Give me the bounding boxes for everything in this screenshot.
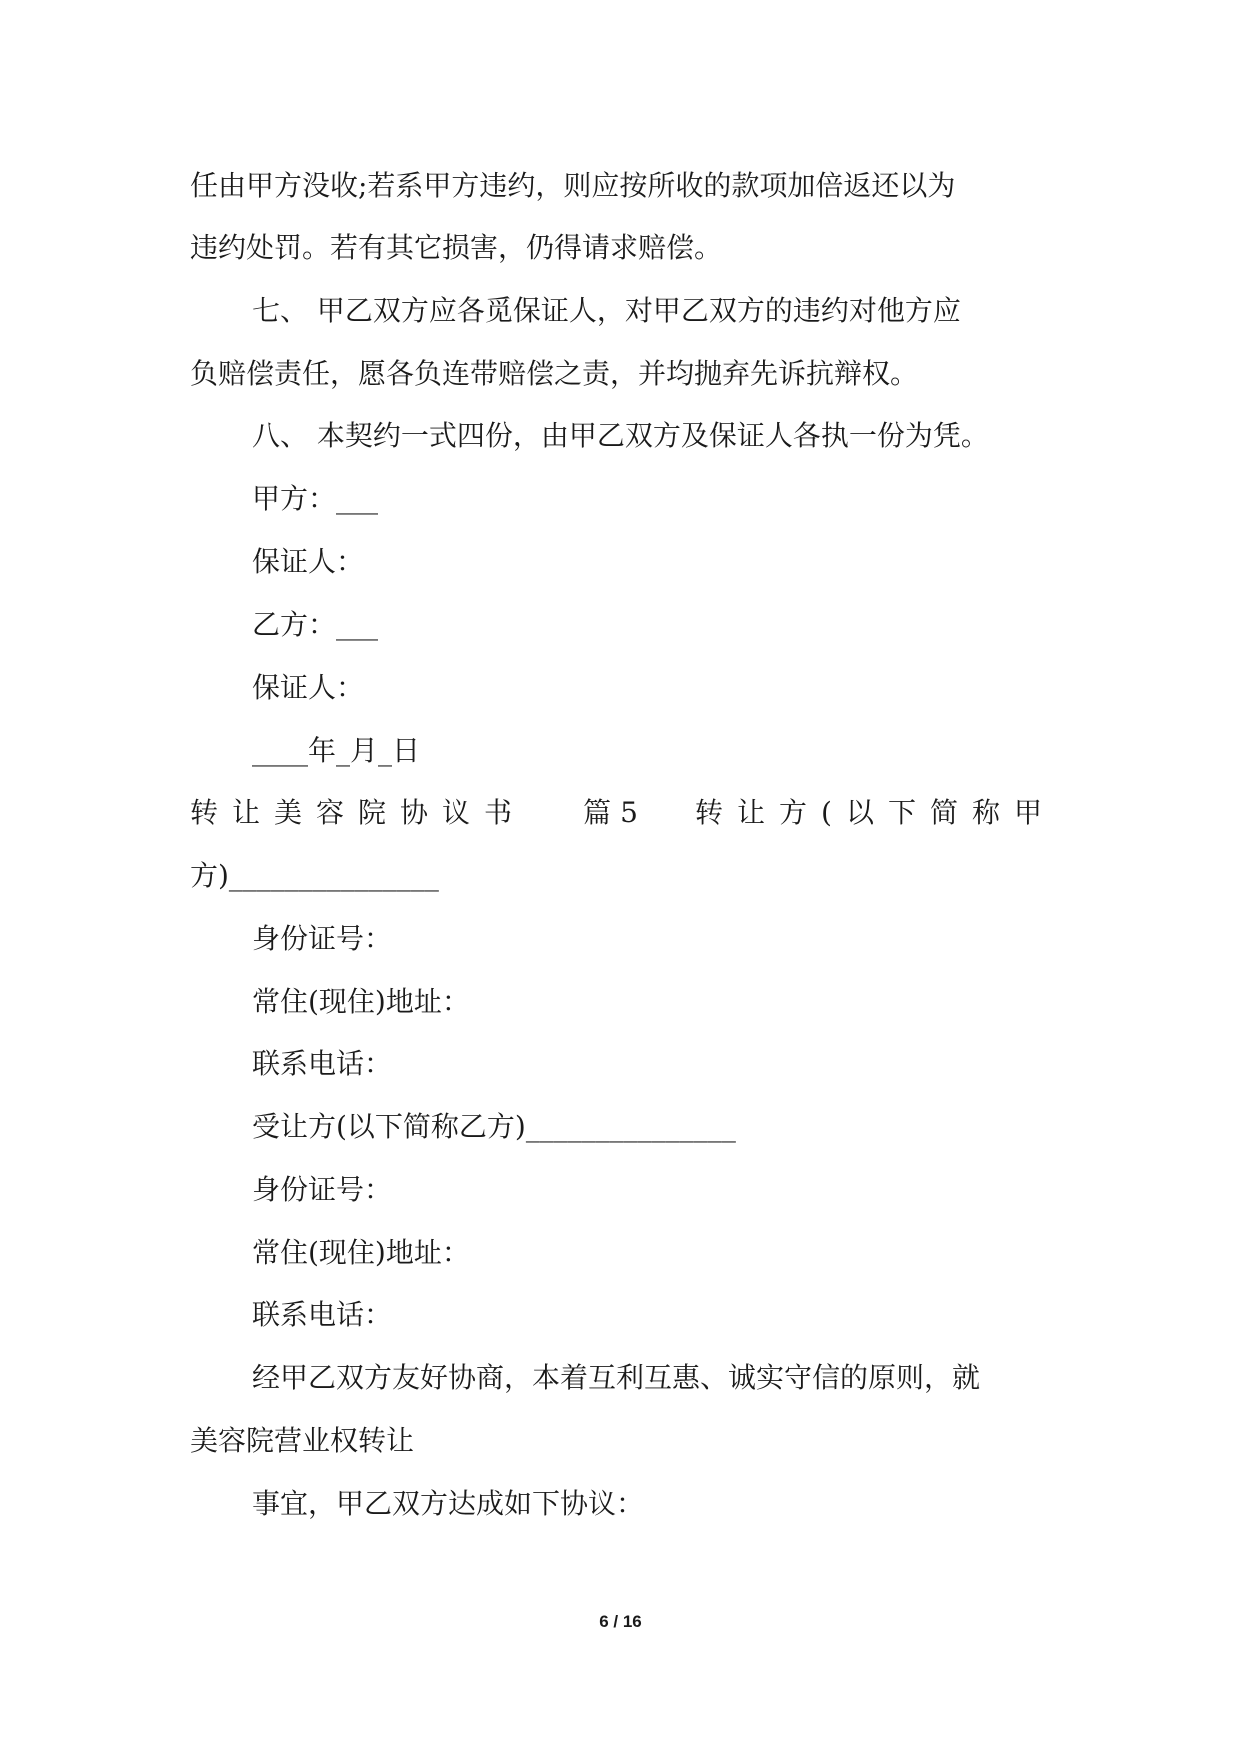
transferee-line: 受让方(以下简称乙方)_______________	[252, 1110, 736, 1143]
section-title	[190, 795, 1056, 831]
party-a-signature-line: 甲方：___	[252, 482, 379, 515]
section-title-text: 转让美容院协议书	[190, 796, 527, 829]
id-number-line: 身份证号：	[252, 1173, 393, 1206]
id-number-line: 身份证号：	[252, 922, 393, 955]
guarantor-line: 保证人：	[252, 671, 365, 704]
clause-seven-line: 七、 甲乙双方应各觅保证人，对甲乙双方的违约对他方应	[252, 294, 961, 327]
party-b-signature-line: 乙方：___	[252, 608, 379, 641]
paragraph-line: 违约处罚。若有其它损害，仍得请求赔偿。	[190, 231, 723, 264]
guarantor-line: 保证人：	[252, 545, 365, 578]
phone-line: 联系电话：	[252, 1298, 393, 1331]
date-line: ____年_月_日	[252, 734, 421, 767]
phone-line: 联系电话：	[252, 1047, 393, 1080]
address-line: 常住(现住)地址：	[252, 1236, 470, 1269]
paragraph-line: 负赔偿责任，愿各负连带赔偿之责，并均抛弃先诉抗辩权。	[190, 357, 919, 390]
transferor-label: 转让方(以下简称甲	[695, 796, 1056, 829]
page-number: 6 / 16	[599, 1612, 642, 1631]
agreement-intro-line: 事宜，甲乙双方达成如下协议：	[252, 1487, 645, 1520]
section-number: 篇 5	[583, 796, 638, 829]
agreement-intro-line: 经甲乙双方友好协商，本着互利互惠、诚实守信的原则，就	[252, 1361, 981, 1394]
address-line: 常住(现住)地址：	[252, 985, 470, 1018]
transferor-blank-line: 方)_______________	[190, 859, 439, 892]
agreement-intro-line: 美容院营业权转让	[190, 1424, 415, 1457]
paragraph-line: 任由甲方没收;若系甲方违约，则应按所收的款项加倍返还以为	[190, 169, 956, 202]
clause-eight-line: 八、 本契约一式四份，由甲乙双方及保证人各执一份为凭。	[252, 419, 989, 452]
